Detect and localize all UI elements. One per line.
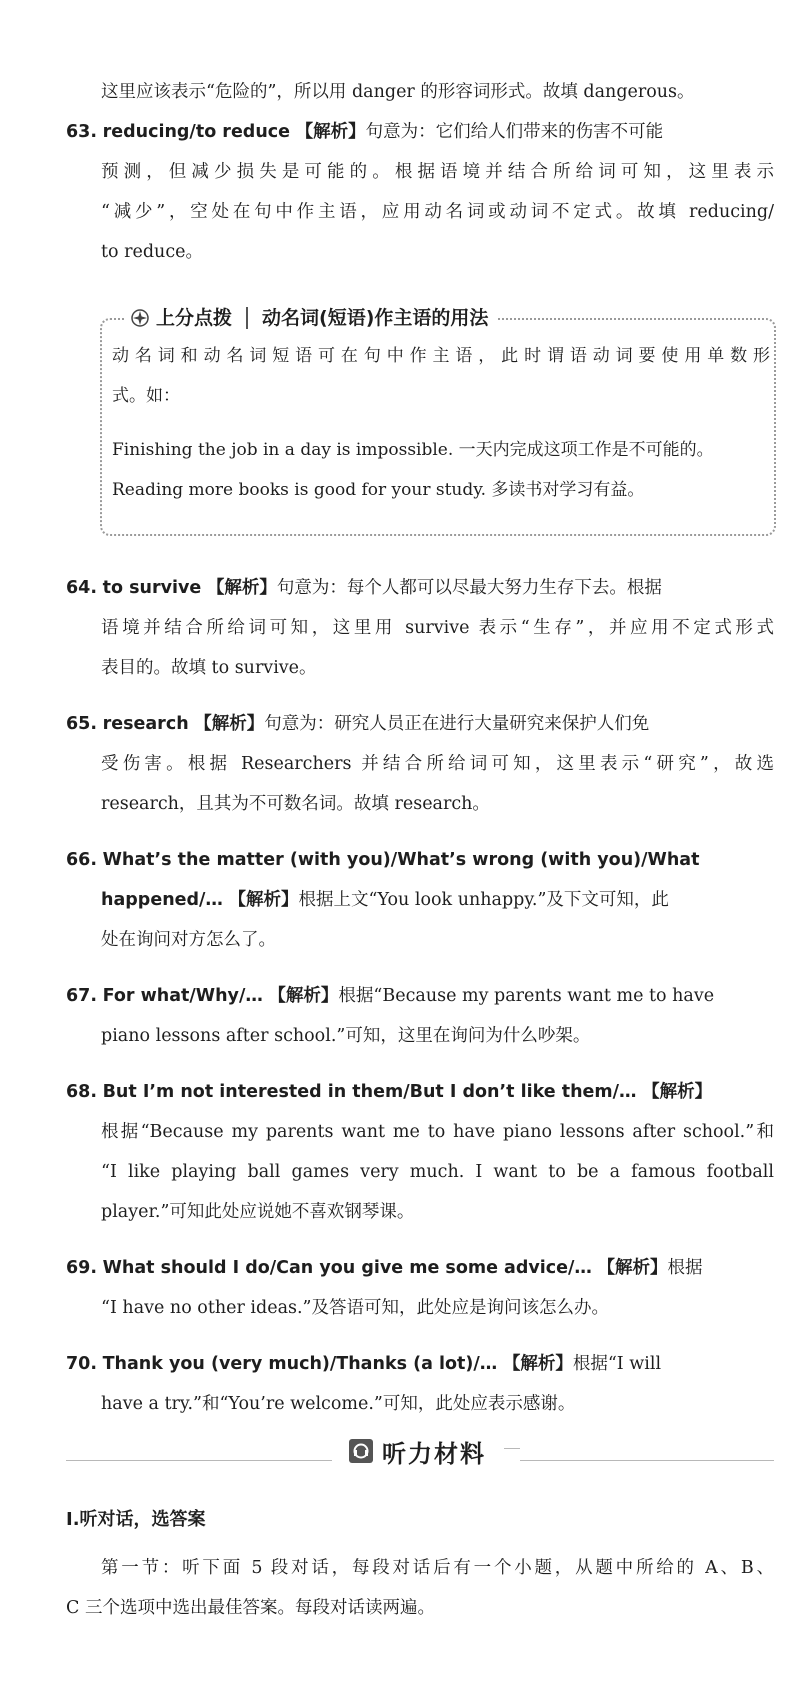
tip-divider — [246, 307, 248, 329]
analysis-tag: 【解析】 — [228, 890, 299, 910]
analysis-line: to reduce。 — [101, 242, 203, 262]
tip-title: 动名词(短语)作主语的用法 — [262, 307, 489, 329]
answer-text: Thank you (very much)/Thanks (a lot)/… — [102, 1354, 498, 1374]
analysis-line: “减少”，空处在句中作主语，应用动名词或动词不定式。故填 reducing/ — [101, 202, 774, 222]
analysis-line: piano lessons after school.”可知，这里在询问为什么吵架。 — [101, 1026, 591, 1046]
analysis-line: player.”可知此处应说她不喜欢钢琴课。 — [101, 1202, 415, 1222]
analysis-tag: 【解析】 — [295, 122, 366, 142]
item-number: 64. — [66, 578, 98, 598]
analysis-tag: 【解析】 — [194, 714, 265, 734]
analysis-line: 预测，但减少损失是可能的。根据语境并结合所给词可知，这里表示 — [101, 162, 774, 182]
analysis-text: 根据 — [667, 1258, 703, 1278]
answer-text: research — [102, 714, 189, 734]
answer-text: reducing/to reduce — [102, 122, 291, 142]
analysis-line: have a try.”和“You’re welcome.”可知，此处应表示感谢。 — [101, 1394, 576, 1414]
analysis-tag: 【解析】 — [597, 1258, 668, 1278]
item-number: 63. — [66, 122, 98, 142]
answer-text: What’s the matter (with you)/What’s wrong (with you)/What — [102, 850, 700, 870]
analysis-text: 根据上文“You look unhappy.”及下文可知，此 — [298, 890, 669, 910]
prev-explanation-line: 这里应该表示“危险的”，所以用 danger 的形容词形式。故填 dangerous。 — [101, 82, 695, 102]
analysis-line: 语境并结合所给词可知，这里用 survive 表示“生存”，并应用不定式形式 — [101, 618, 774, 638]
answer-text: What should I do/Can you give me some advice/… — [102, 1258, 592, 1278]
answer-text: happened/… — [101, 890, 223, 910]
instruction-line: 第一节：听下面 5 段对话，每段对话后有一个小题，从题中所给的 A、B、 — [101, 1558, 774, 1578]
analysis-line: 根据“Because my parents want me to have piano lessons after school.”和 — [101, 1122, 774, 1142]
item-number: 67. — [66, 986, 98, 1006]
divider-hook — [504, 1448, 520, 1449]
analysis-tag: 【解析】 — [502, 1354, 573, 1374]
tip-example: Finishing the job in a day is impossible. 一天内完成这项工作是不可能的。 — [112, 440, 714, 460]
analysis-text: 根据“I will — [572, 1354, 662, 1374]
instruction-line: C 三个选项中选出最佳答案。每段对话读两遍。 — [66, 1598, 435, 1618]
analysis-text: 句意为：每个人都可以尽最大努力生存下去。根据 — [276, 578, 662, 598]
answer-text: But I’m not interested in them/But I don’t like them/… — [102, 1082, 637, 1102]
analysis-line: 受伤害。根据 Researchers 并结合所给词可知，这里表示“研究”，故选 — [101, 754, 774, 774]
analysis-line: “I have no other ideas.”及答语可知，此处应是询问该怎么办。 — [101, 1298, 610, 1318]
divider-right — [520, 1460, 774, 1461]
analysis-line: 处在询问对方怎么了。 — [101, 930, 276, 950]
analysis-tag: 【解析】 — [268, 986, 339, 1006]
item-number: 65. — [66, 714, 98, 734]
analysis-tag: 【解析】 — [206, 578, 277, 598]
analysis-line: research，且其为不可数名词。故填 research。 — [101, 794, 490, 814]
headphone-box-icon — [348, 1438, 374, 1464]
section-heading: Ⅰ.听对话，选答案 — [66, 1509, 206, 1530]
tip-header — [124, 300, 498, 336]
analysis-tag: 【解析】 — [642, 1082, 713, 1102]
divider-left — [66, 1460, 332, 1461]
tip-line: 动名词和动名词短语可在句中作主语，此时谓语动词要使用单数形 — [112, 346, 770, 366]
item-number: 69. — [66, 1258, 98, 1278]
item-number: 70. — [66, 1354, 98, 1374]
analysis-line: 表目的。故填 to survive。 — [101, 658, 317, 678]
listening-section-header — [334, 1431, 500, 1471]
tip-example: Reading more books is good for your study. 多读书对学习有益。 — [112, 480, 645, 500]
item-number: 68. — [66, 1082, 98, 1102]
answer-text: For what/Why/… — [102, 986, 263, 1006]
analysis-text: 句意为：研究人员正在进行大量研究来保护人们免 — [264, 714, 650, 734]
answer-text: to survive — [102, 578, 202, 598]
analysis-line: “I like playing ball games very much. I want to be a famous football — [101, 1162, 774, 1182]
tip-badge: 上分点拨 — [156, 307, 233, 329]
compass-star-icon — [130, 308, 150, 328]
listening-title: 听力材料 — [382, 1439, 486, 1468]
item-number: 66. — [66, 850, 98, 870]
analysis-text: 句意为：它们给人们带来的伤害不可能 — [365, 122, 664, 142]
tip-line: 式。如： — [112, 386, 180, 406]
analysis-text: 根据“Because my parents want me to have — [338, 986, 715, 1006]
